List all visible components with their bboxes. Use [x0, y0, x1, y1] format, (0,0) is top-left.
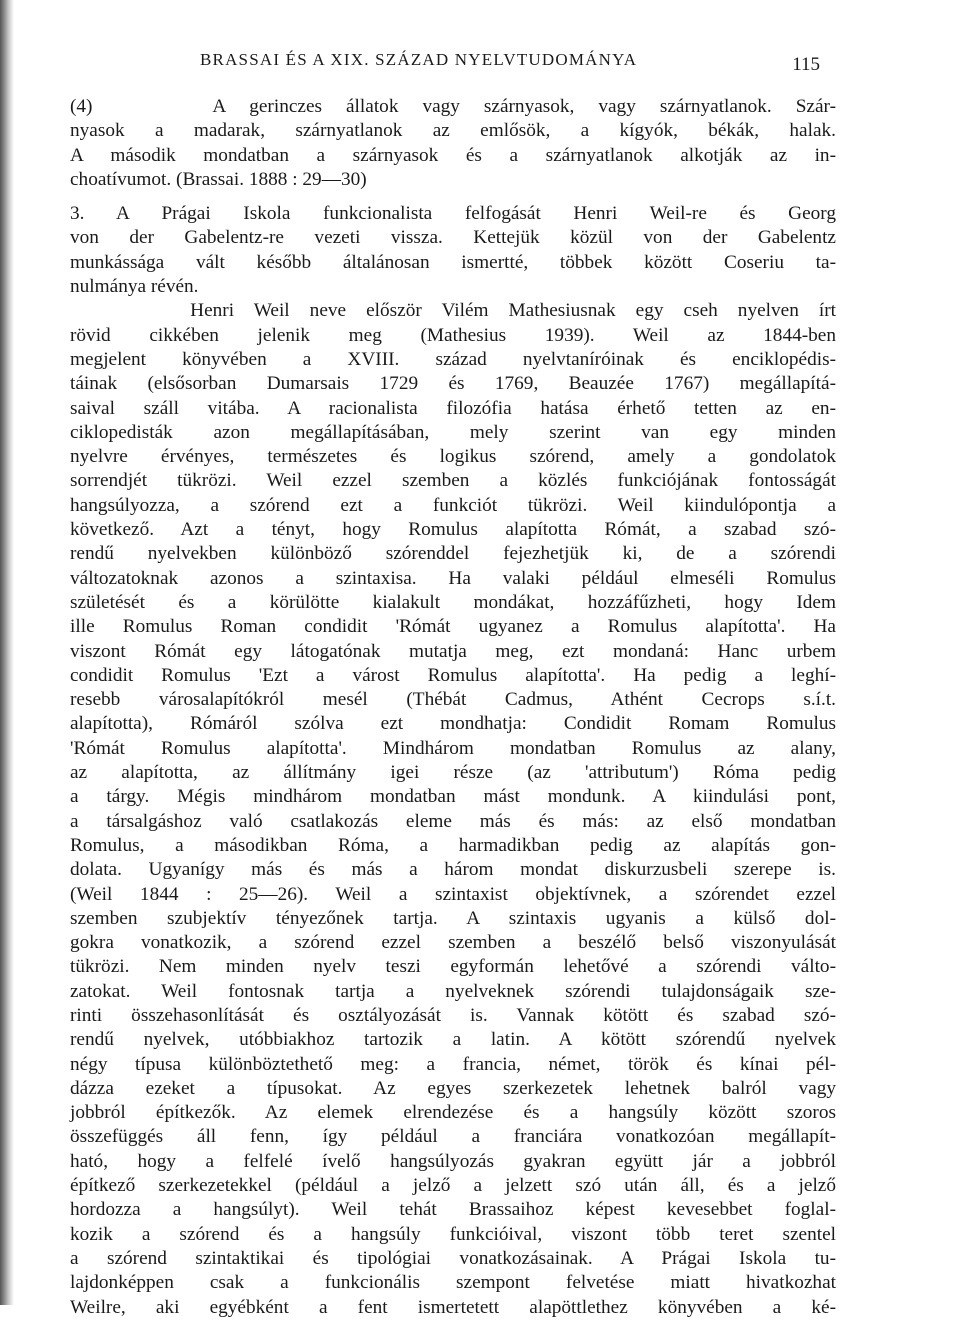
text-line: Weilre, aki egyébként a fent ismertetett alapöttlethez könyvében a ké- [70, 1296, 836, 1318]
text-line: rendű nyelvek, utóbbiakhoz tartozik a latin. A kötött szórendű nyelvek [70, 1029, 836, 1051]
text-line: rendű nyelvekben különböző szórenddel fejezhetjük ki, de a szórendi [70, 543, 836, 565]
text-line: gokra vonatkozik, a szórend ezzel szemben a beszélő belső viszonyulását [70, 932, 836, 954]
text-line: szemben szubjektív tényezőnek tartja. A szintaxis ugyanis a külső dol- [70, 907, 836, 929]
text-line: jobbról építkezők. Az elemek elrendezése és a hangsúly között szoros [70, 1102, 836, 1124]
text-line: következő. Azt a tényt, hogy Romulus alapította Rómát, a szabad szó- [70, 519, 836, 541]
page-binding-shadow [0, 0, 14, 1305]
text-line: von der Gabelentz-re vezeti vissza. Kettejük közül von der Gabelentz [70, 227, 836, 249]
example-line: A második mondatban a szárnyasok és a szárnyatlanok alkotják az in- [70, 144, 836, 166]
page-number: 115 [792, 54, 820, 75]
text-line: resebb városalapítókról mesél (Thébát Cadmus, Athént Cecrops s.í.t. [70, 689, 836, 711]
example-line: nyasok a madarak, szárnyatlanok az emlősök, a kígyók, békák, halak. [70, 120, 836, 142]
page-body [70, 95, 836, 1320]
text-line: (Weil 1844 : 25—26). Weil a szintaxist objektívnek, a szórendet ezzel [70, 883, 836, 905]
text-line: saival száll vitába. A racionalista filozófia hatása érhető tetten az en- [70, 397, 836, 419]
text-line: a társalgáshoz való csatlakozás eleme más és más: az első mondatban [70, 810, 836, 832]
text-line: kozik a szórend és a hangsúly funkcióival, viszont több teret szentel [70, 1223, 836, 1245]
text-line: rinti összehasonlítását és osztályozását is. Vannak kötött és szabad szó- [70, 1004, 836, 1026]
note-3-paragraph-2 [70, 299, 836, 1319]
text-line: zatokat. Weil fontosnak tartja a nyelveknek szórendi tulajdonságaik sze- [70, 980, 836, 1002]
text-line: hordozza a hangsúlyt). Weil tehát Brassaihoz képest kevesebbet foglal- [70, 1199, 836, 1221]
text-line: nulmánya révén. [70, 276, 199, 298]
text-line: ciklopedisták azon megállapításában, mely szerint van egy minden [70, 421, 836, 443]
text-line: táinak (elsősorban Dumarsais 1729 és 1769, Beauzée 1767) megállapítá- [70, 373, 836, 395]
text-line: 'Rómát Romulus alapította'. Mindhárom mondatban Romulus az alany, [70, 737, 836, 759]
text-line: születését és a körülötte kialakult mondákat, hozzáfűzheti, hogy Idem [70, 591, 836, 613]
block-gap [70, 192, 836, 202]
text-line: Romulus, a másodikban Róma, a harmadikban pedig az alapítás gon- [70, 834, 836, 856]
text-line: nyelvre érvényes, természetes és logikus szórend, amely a gondolatok [70, 446, 836, 468]
example-line: (4) A gerinczes állatok vagy szárnyasok, vagy szárnyatlanok. Szár- [70, 96, 836, 117]
text-line: hangsúlyozza, a szórend ezt a funkciót tükrözi. Weil kiindulópontja a [70, 494, 836, 516]
text-line: sorrendjét tükrözi. Weil ezzel szemben a közlés funkciójának fontosságát [70, 470, 836, 492]
running-head: BRASSAI ÉS A XIX. SZÁZAD NYELVTUDOMÁNYA [200, 50, 638, 69]
text-line: megjelent könyvében a XVIII. század nyelvtaníróinak és enciklopédis- [70, 348, 836, 370]
text-line: összefüggés áll fenn, így például a franciára vonatkozóan megállapít- [70, 1126, 836, 1148]
text-line: ille Romulus Roman condidit 'Rómát ugyanez a Romulus alapította'. Ha [70, 616, 836, 638]
text-line: az alapította, az állítmány igei része (az 'attributum') Róma pedig [70, 762, 836, 784]
text-line: lajdonképpen csak a funkcionális szempont felvetése miatt hivatkozhat [70, 1272, 836, 1294]
example-line: choatívumot. (Brassai. 1888 : 29—30) [70, 168, 367, 190]
example-block [70, 95, 836, 192]
text-line: dázza ezeket a típusokat. Az egyes szerkezetek lehetnek balról vagy [70, 1077, 836, 1099]
text-line: a szórend szintaktikai és tipológiai vonatkozásainak. A Prágai Iskola tu- [70, 1247, 836, 1269]
text-line: dolata. Ugyanígy más és más a három mondat diskurzusbeli szerepe is. [70, 859, 836, 881]
text-line: alapította), Rómáról szólva ezt mondhatja: Condidit Romam Romulus [70, 713, 836, 735]
page-header [200, 50, 820, 78]
text-line: condidit Romulus 'Ezt a várost Romulus alapította'. Ha pedig a leghí- [70, 664, 836, 686]
text-line: rövid cikkében jelenik meg (Mathesius 1939). Weil az 1844-ben [70, 324, 836, 346]
text-line: viszont Rómát egy látogatónak mutatja meg, ezt mondaná: Hanc urbem [70, 640, 836, 662]
text-line: tükrözi. Nem minden nyelv teszi egyformán lehetővé a szórendi válto- [70, 956, 836, 978]
note-3-paragraph-1 [70, 202, 836, 299]
text-line: 3. A Prágai Iskola funkcionalista felfogását Henri Weil-re és Georg [70, 203, 836, 225]
text-line: Henri Weil neve először Vilém Mathesiusnak egy cseh nyelven írt [70, 300, 836, 322]
text-line: ható, hogy a felfelé ívelő hangsúlyozás gyakran együtt jár a jobbról [70, 1150, 836, 1172]
text-line: a tárgy. Mégis mindhárom mondatban mást mondunk. A kiindulási pont, [70, 786, 836, 808]
text-line: változatoknak azonos a szintaxisa. Ha valaki például elmeséli Romulus [70, 567, 836, 589]
text-line: négy típusa különböztethető meg: a francia, német, török és kínai pél- [70, 1053, 836, 1075]
text-line: munkássága vált később általánosan ismertté, többek között Coseriu ta- [70, 251, 836, 273]
text-line: építkező szerkezetekkel (például a jelző a jelzett szó után áll, és a jelző [70, 1175, 836, 1197]
